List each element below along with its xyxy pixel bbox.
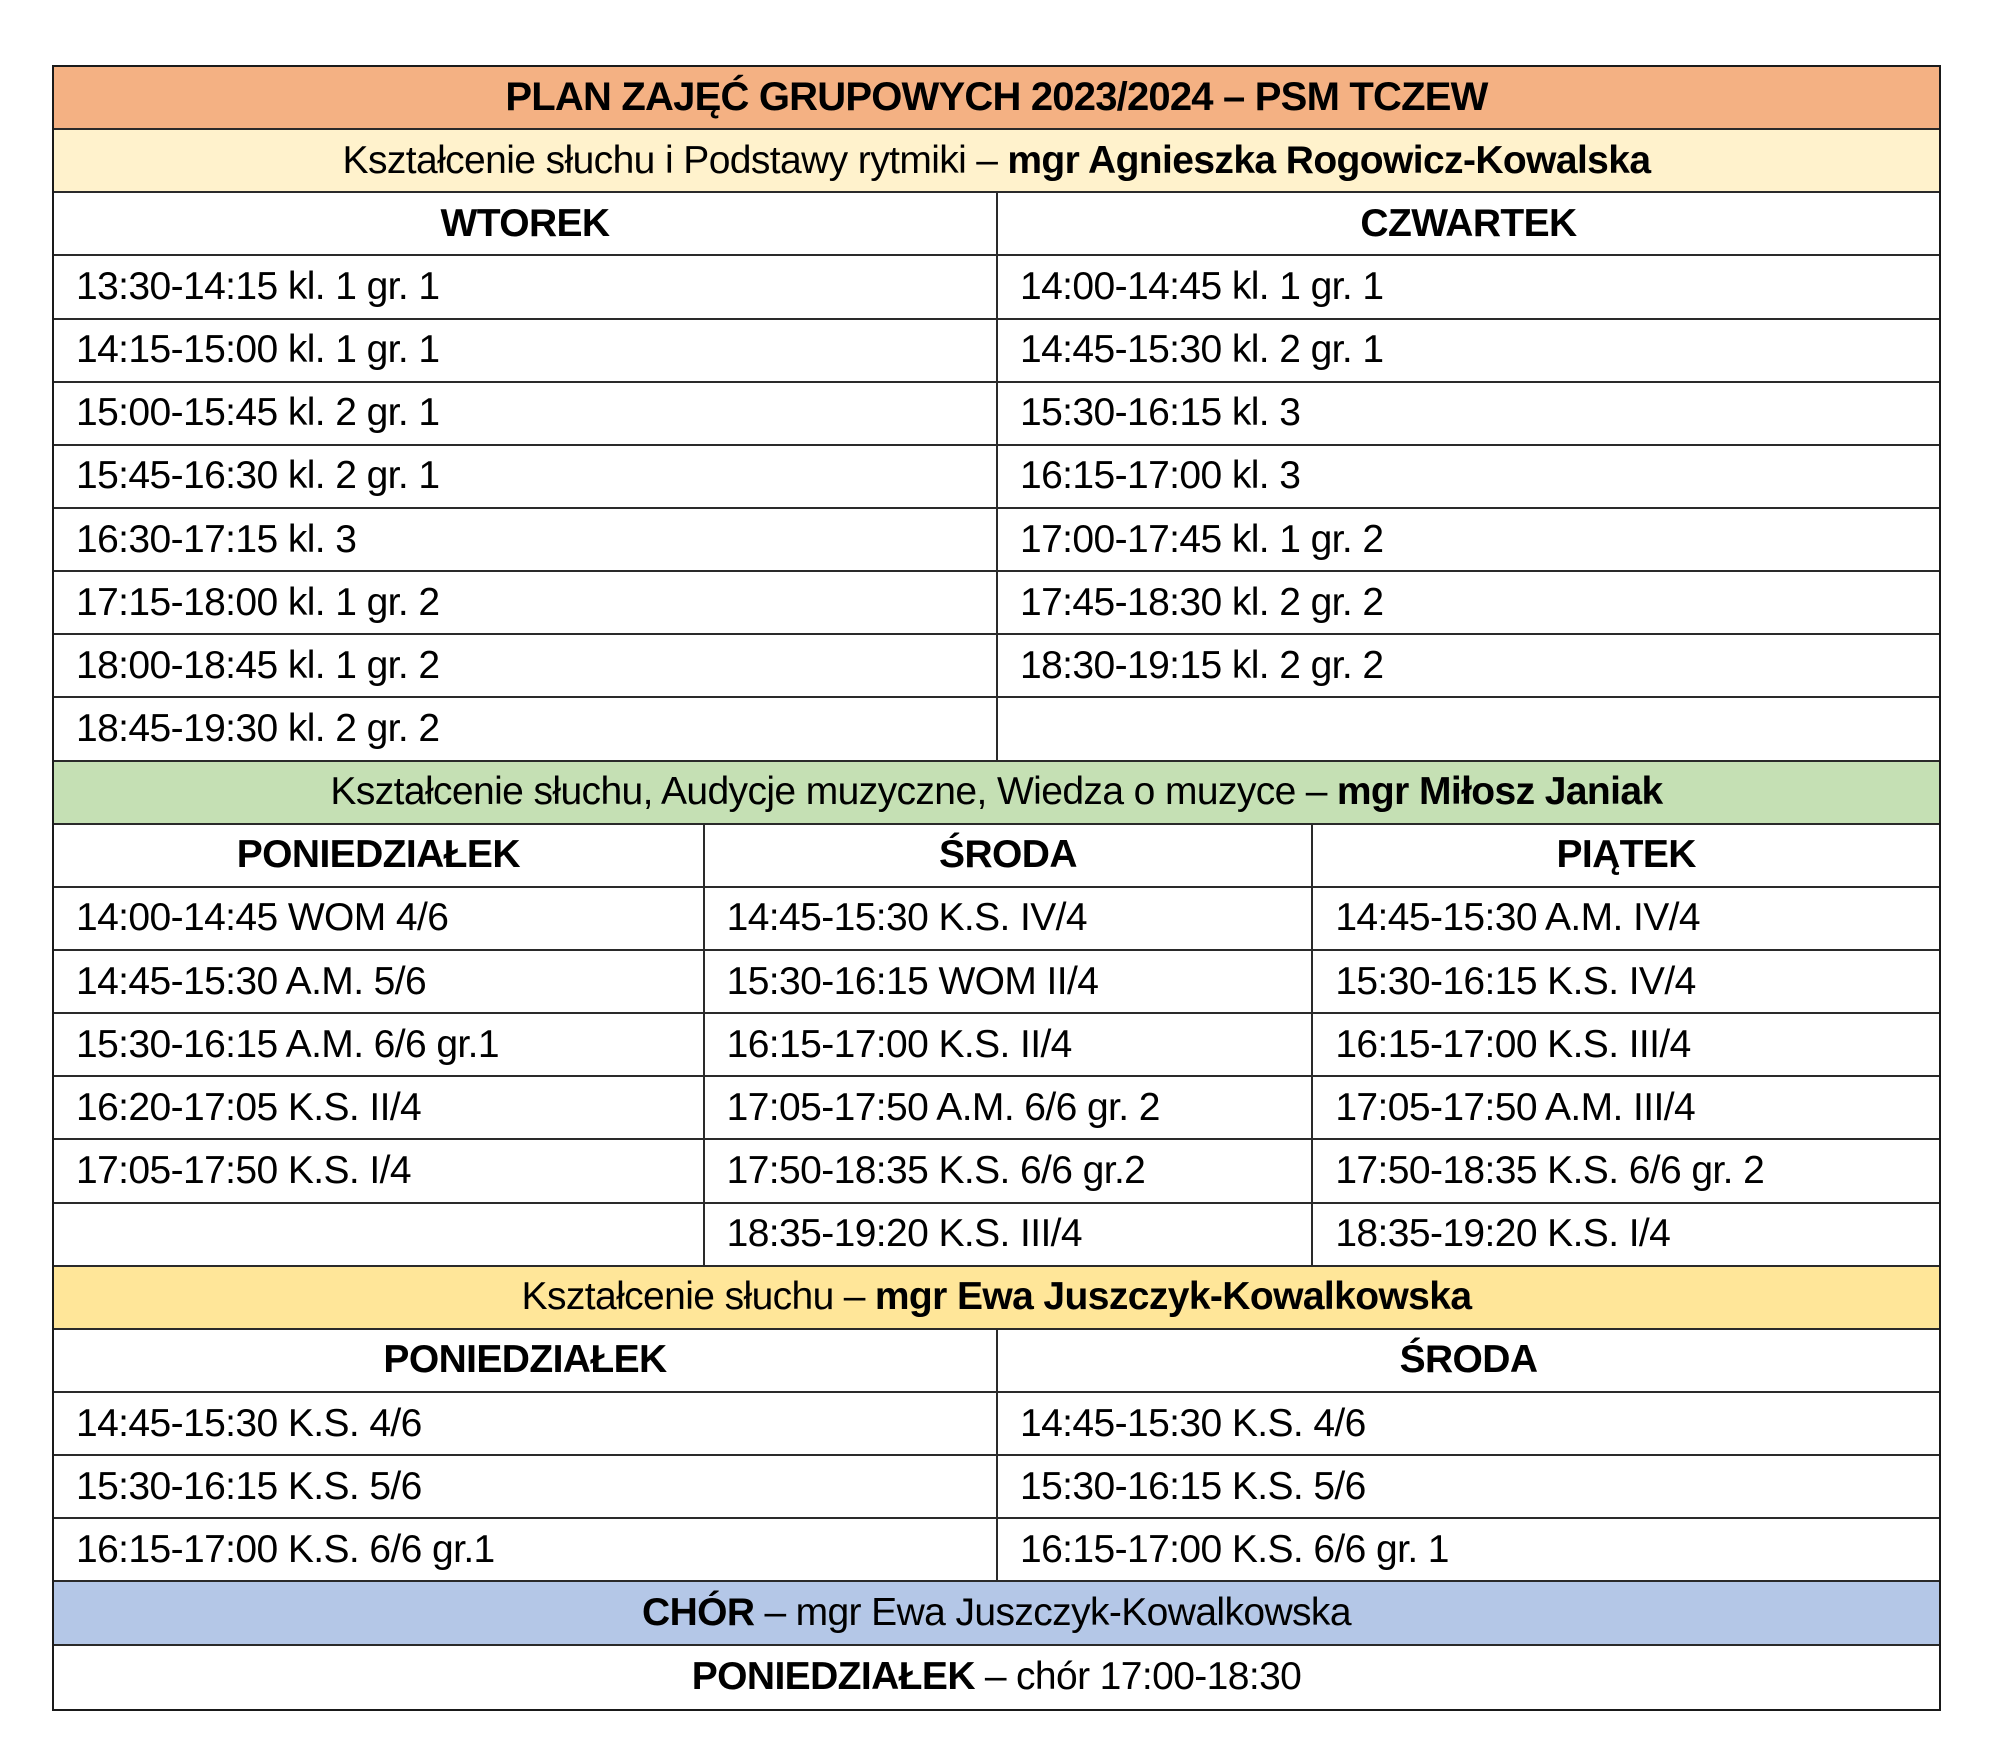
table-row — [54, 1456, 1939, 1519]
page-title: PLAN ZAJĘĆ GRUPOWYCH 2023/2024 – PSM TCZEW — [505, 75, 1488, 120]
choir-detail: chór 17:00-18:30 — [1015, 1655, 1302, 1699]
choir-instructor — [54, 1582, 1939, 1643]
slot-cell-empty — [54, 1204, 703, 1265]
day-header-monday: PONIEDZIAŁEK — [236, 833, 520, 877]
slot-cell: 15:45-16:30 kl. 2 gr. 1 — [76, 454, 440, 498]
slot-cell: 16:15-17:00 K.S. III/4 — [1311, 1014, 1939, 1075]
table-row — [54, 698, 1939, 761]
slot-cell: 15:30-16:15 K.S. IV/4 — [1311, 951, 1939, 1012]
day-header-friday: PIĄTEK — [1311, 825, 1939, 886]
teacher-name: mgr Ewa Juszczyk-Kowalkowska — [795, 1590, 1351, 1634]
section-2-instructor — [54, 762, 1939, 823]
schedule-table — [52, 65, 1941, 1711]
slot-cell: 14:45-15:30 A.M. IV/4 — [1311, 888, 1939, 949]
slot-cell: 18:30-19:15 kl. 2 gr. 2 — [996, 635, 1939, 696]
section-subjects: Kształcenie słuchu, Audycje muzyczne, Wiedza o muzyce — [330, 770, 1296, 814]
section-3-instructor — [54, 1267, 1939, 1328]
section-subjects: Kształcenie słuchu i Podstawy rytmiki — [342, 138, 967, 182]
slot-cell: 15:30-16:15 K.S. 5/6 — [76, 1464, 422, 1508]
table-row — [54, 1014, 1939, 1077]
table-row — [54, 383, 1939, 446]
slot-cell: 14:45-15:30 A.M. 5/6 — [76, 959, 427, 1003]
dash: – — [976, 138, 998, 182]
table-row — [54, 572, 1939, 635]
dash: – — [843, 1275, 865, 1319]
day-header-thursday: CZWARTEK — [996, 193, 1939, 254]
table-row — [54, 1140, 1939, 1203]
slot-cell-empty — [996, 698, 1939, 759]
slot-cell: 18:45-19:30 kl. 2 gr. 2 — [76, 706, 440, 750]
slot-cell: 17:00-17:45 kl. 1 gr. 2 — [996, 509, 1939, 570]
table-row — [54, 1204, 1939, 1267]
slot-cell: 14:15-15:00 kl. 1 gr. 1 — [76, 328, 440, 372]
dash: – — [984, 1655, 1006, 1699]
slot-cell: 17:45-18:30 kl. 2 gr. 2 — [996, 572, 1939, 633]
table-row — [54, 635, 1939, 698]
table-row — [54, 320, 1939, 383]
teacher-name: mgr Ewa Juszczyk-Kowalkowska — [874, 1275, 1472, 1319]
section-1-header — [54, 130, 1939, 193]
section-1-instructor — [54, 130, 1939, 191]
slot-cell: 17:05-17:50 A.M. 6/6 gr. 2 — [703, 1077, 1312, 1138]
table-row — [54, 888, 1939, 951]
slot-cell: 15:30-16:15 kl. 3 — [996, 383, 1939, 444]
slot-cell: 14:45-15:30 K.S. 4/6 — [76, 1401, 422, 1445]
day-header-monday: PONIEDZIAŁEK — [383, 1338, 667, 1382]
table-row — [54, 1393, 1939, 1456]
teacher-name: mgr Agnieszka Rogowicz-Kowalska — [1007, 138, 1651, 182]
slot-cell: 17:50-18:35 K.S. 6/6 gr.2 — [703, 1140, 1312, 1201]
slot-cell: 17:50-18:35 K.S. 6/6 gr. 2 — [1311, 1140, 1939, 1201]
slot-cell: 14:45-15:30 kl. 2 gr. 1 — [996, 320, 1939, 381]
title-row — [54, 67, 1939, 130]
slot-cell: 16:15-17:00 K.S. 6/6 gr.1 — [76, 1527, 495, 1571]
slot-cell: 17:15-18:00 kl. 1 gr. 2 — [76, 580, 440, 624]
choir-schedule — [54, 1646, 1939, 1709]
day-header-tuesday: WTOREK — [440, 201, 610, 245]
table-row — [54, 1077, 1939, 1140]
table-row — [54, 1519, 1939, 1582]
choir-row — [54, 1646, 1939, 1709]
slot-cell: 16:15-17:00 K.S. II/4 — [703, 1014, 1312, 1075]
teacher-name: mgr Miłosz Janiak — [1336, 770, 1663, 814]
section-1-day-headers — [54, 193, 1939, 256]
slot-cell: 18:35-19:20 K.S. I/4 — [1311, 1204, 1939, 1265]
slot-cell: 18:35-19:20 K.S. III/4 — [703, 1204, 1312, 1265]
table-row — [54, 951, 1939, 1014]
table-row — [54, 446, 1939, 509]
section-subjects: Kształcenie słuchu — [521, 1275, 834, 1319]
day-header-wednesday: ŚRODA — [703, 825, 1312, 886]
choir-day: PONIEDZIAŁEK — [691, 1655, 975, 1699]
choir-header — [54, 1582, 1939, 1645]
slot-cell: 16:15-17:00 kl. 3 — [996, 446, 1939, 507]
slot-cell: 18:00-18:45 kl. 1 gr. 2 — [76, 643, 440, 687]
slot-cell: 15:00-15:45 kl. 2 gr. 1 — [76, 391, 440, 435]
day-header-wednesday: ŚRODA — [996, 1330, 1939, 1391]
slot-cell: 14:45-15:30 K.S. IV/4 — [703, 888, 1312, 949]
table-row — [54, 509, 1939, 572]
slot-cell: 15:30-16:15 K.S. 5/6 — [996, 1456, 1939, 1517]
section-3-header — [54, 1267, 1939, 1330]
slot-cell: 13:30-14:15 kl. 1 gr. 1 — [76, 264, 440, 308]
slot-cell: 14:00-14:45 WOM 4/6 — [76, 896, 449, 940]
dash: – — [1305, 770, 1327, 814]
section-3-day-headers — [54, 1330, 1939, 1393]
section-2-header — [54, 762, 1939, 825]
slot-cell: 15:30-16:15 A.M. 6/6 gr.1 — [76, 1022, 499, 1066]
section-2-day-headers — [54, 825, 1939, 888]
slot-cell: 14:00-14:45 kl. 1 gr. 1 — [996, 256, 1939, 317]
slot-cell: 16:20-17:05 K.S. II/4 — [76, 1085, 422, 1129]
slot-cell: 17:05-17:50 A.M. III/4 — [1311, 1077, 1939, 1138]
slot-cell: 16:30-17:15 kl. 3 — [76, 517, 357, 561]
slot-cell: 16:15-17:00 K.S. 6/6 gr. 1 — [996, 1519, 1939, 1580]
slot-cell: 17:05-17:50 K.S. I/4 — [76, 1148, 411, 1192]
slot-cell: 14:45-15:30 K.S. 4/6 — [996, 1393, 1939, 1454]
table-row — [54, 256, 1939, 319]
dash: – — [764, 1590, 786, 1634]
choir-label: CHÓR — [642, 1590, 755, 1634]
slot-cell: 15:30-16:15 WOM II/4 — [703, 951, 1312, 1012]
